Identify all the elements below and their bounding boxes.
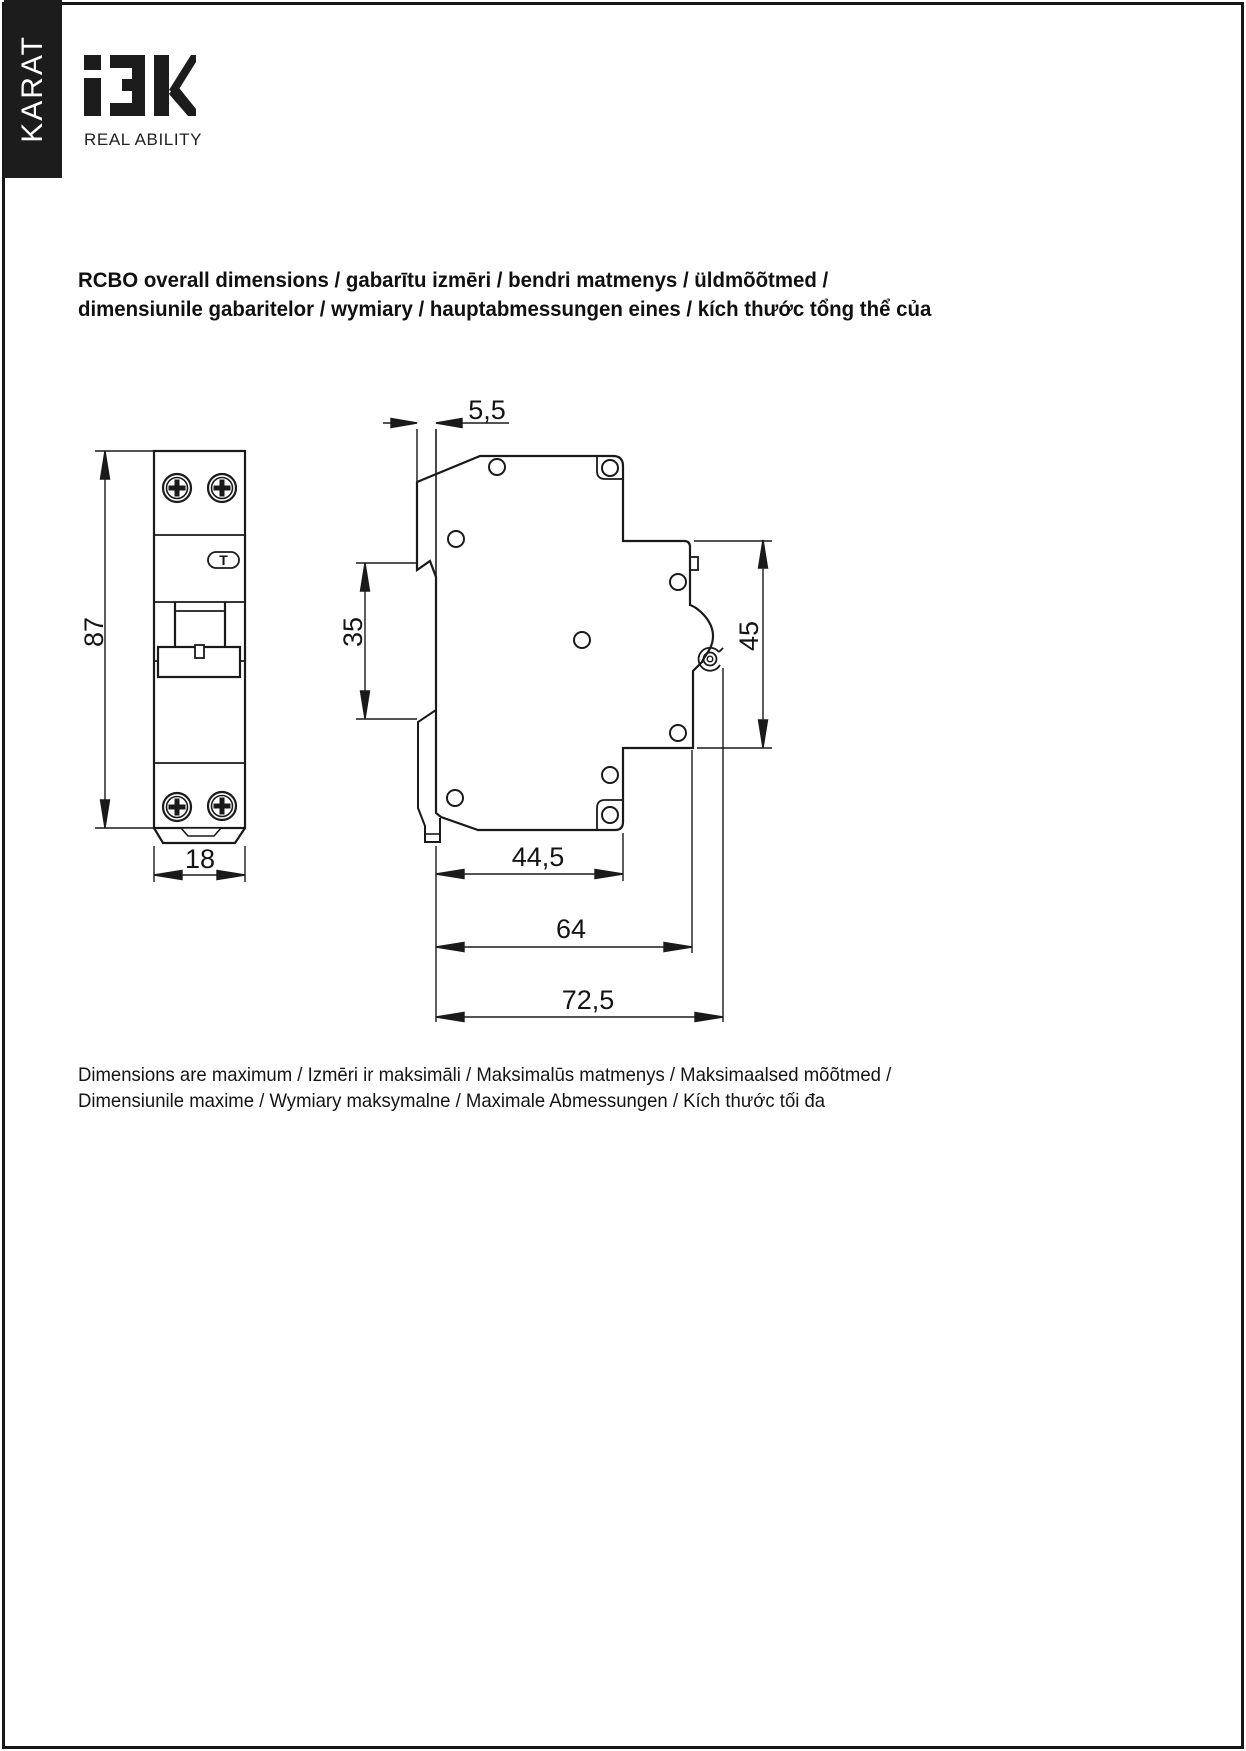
toggle-lever	[154, 602, 245, 677]
dim-depth-total: 72,5	[561, 985, 615, 1015]
terminal-screw-icon	[208, 474, 236, 502]
footnote	[78, 1062, 891, 1114]
side-view	[417, 429, 723, 842]
series-sidebar	[4, 0, 62, 178]
dim-front-width: 18	[184, 844, 216, 874]
terminal-screw-icon	[163, 474, 191, 502]
front-view-dimensions	[79, 451, 245, 882]
dim-front-height: 87	[79, 616, 109, 648]
side-view-dimensions	[338, 395, 772, 1022]
footnote-line-2: Dimensiunile maxime / Wymiary maksymalne / Maximale Abmessungen / Kích thước tối đa	[78, 1090, 826, 1112]
front-view	[154, 451, 245, 843]
front-body-outline	[154, 451, 245, 828]
front-din-notch	[181, 828, 221, 836]
terminal-screw-icon	[208, 792, 236, 820]
dim-depth-mid: 64	[555, 914, 587, 944]
dimension-drawing	[60, 390, 800, 1040]
test-button-label: T	[219, 552, 228, 568]
mounting-holes	[447, 459, 686, 823]
dim-rear-offset: 5,5	[468, 395, 506, 425]
dim-front-face: 45	[734, 620, 764, 652]
side-front-notch	[690, 557, 698, 570]
footnote-line-1: Dimensions are maximum / Izmēri ir maksimāli / Maksimalūs matmenys / Maksimaalsed mõõtmed /	[78, 1064, 892, 1086]
series-label: KARAT	[16, 35, 49, 143]
title-line-2: dimensiunile gabaritelor / wymiary / hauptabmessungen eines / kích thước tổng thể của	[78, 296, 932, 321]
side-body-outline	[417, 456, 713, 830]
brand-block	[84, 54, 202, 150]
terminal-screw-icon	[163, 793, 191, 821]
iek-logo	[84, 54, 196, 116]
title-line-1: RCBO overall dimensions / gabarītu izmēri / bendri matmenys / üldmõõtmed /	[78, 268, 829, 292]
test-button	[208, 552, 239, 568]
dim-depth-body: 44,5	[511, 842, 565, 872]
dim-din-rail: 35	[338, 616, 368, 648]
page-title	[78, 266, 931, 323]
brand-tagline: REAL ABILITY	[84, 130, 203, 149]
